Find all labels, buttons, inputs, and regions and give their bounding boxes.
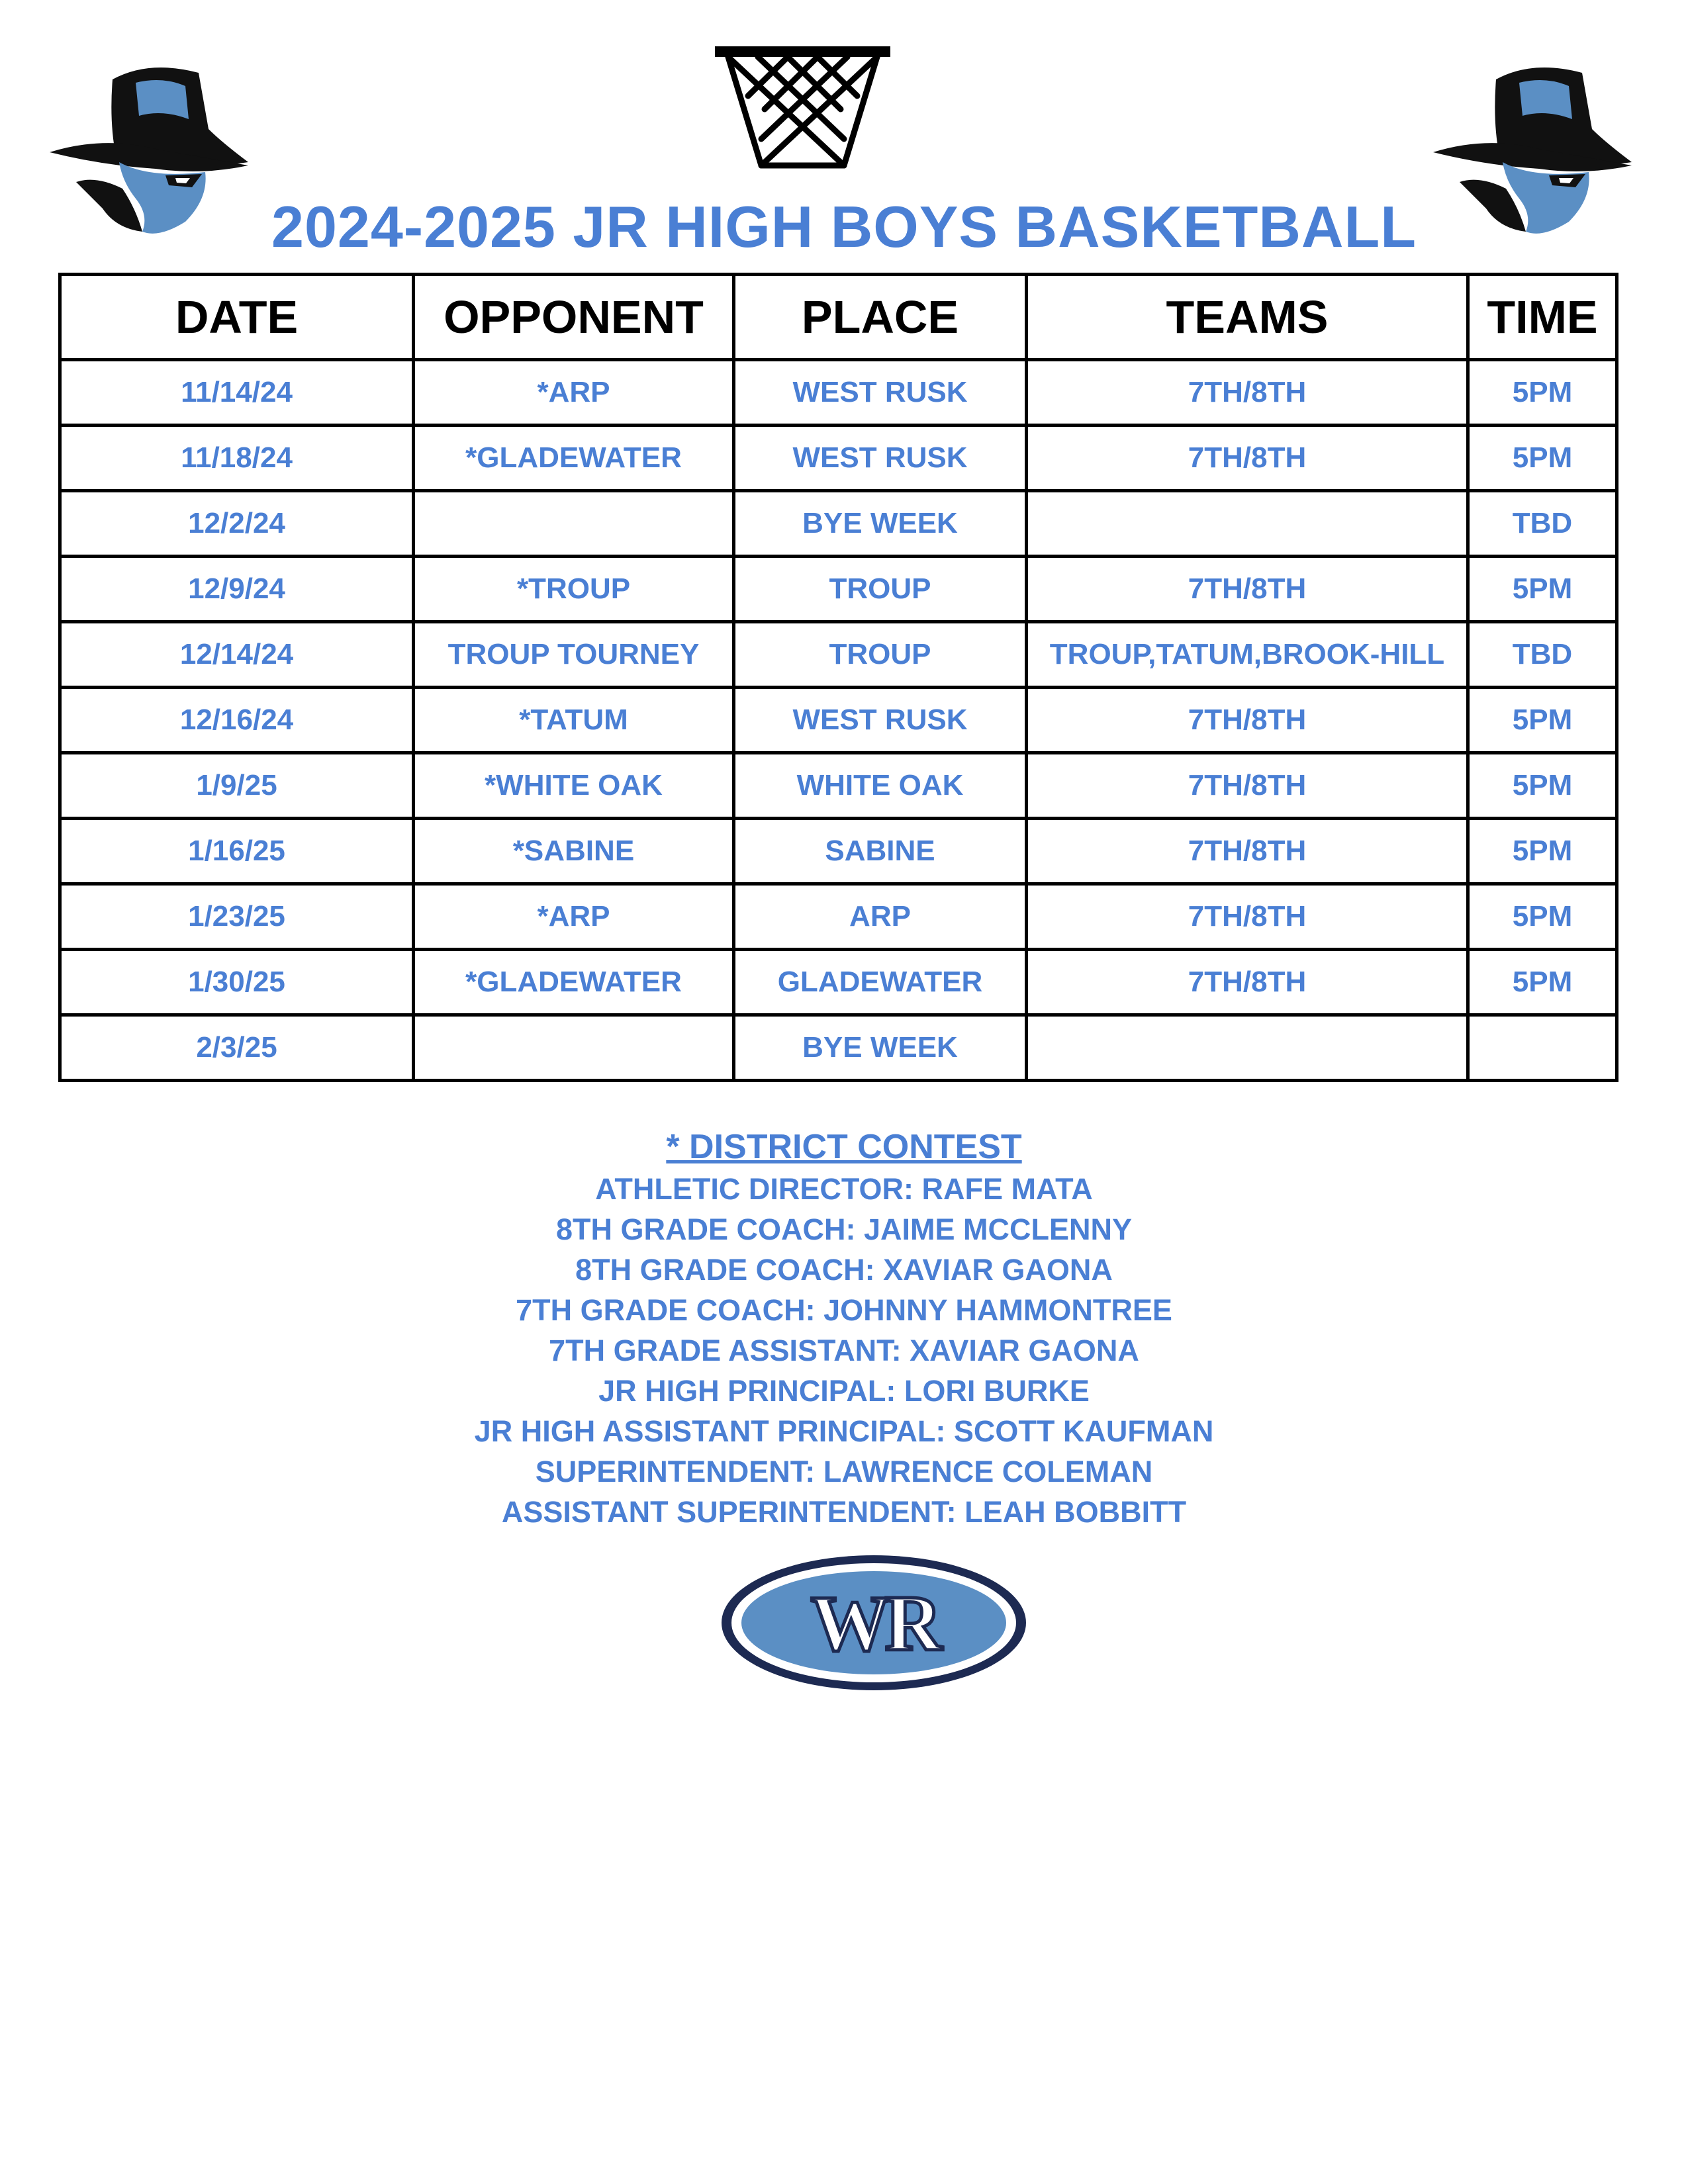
cell-opponent: *ARP <box>414 884 734 950</box>
table-row <box>60 884 1617 950</box>
cell-teams: 7TH/8TH <box>1027 557 1468 622</box>
staff-line: 7TH GRADE ASSISTANT: XAVIAR GAONA <box>549 1334 1139 1367</box>
cell-opponent: *ARP <box>414 360 734 426</box>
cell-date: 2/3/25 <box>60 1015 414 1081</box>
cell-teams: TROUP,TATUM,BROOK-HILL <box>1027 622 1468 688</box>
cell-time <box>1468 1015 1617 1081</box>
table-row <box>60 426 1617 491</box>
header-opponent: OPPONENT <box>414 275 734 360</box>
cell-teams: 7TH/8TH <box>1027 884 1468 950</box>
cell-time: 5PM <box>1468 426 1617 491</box>
cell-opponent: *WHITE OAK <box>414 753 734 819</box>
cell-place: TROUP <box>734 622 1027 688</box>
cell-place: TROUP <box>734 557 1027 622</box>
header-date: DATE <box>60 275 414 360</box>
table-row <box>60 753 1617 819</box>
cell-opponent: *GLADEWATER <box>414 950 734 1015</box>
cell-place: WHITE OAK <box>734 753 1027 819</box>
staff-line: JR HIGH ASSISTANT PRINCIPAL: SCOTT KAUFMAN <box>474 1414 1214 1448</box>
header-place: PLACE <box>734 275 1027 360</box>
basketball-hoop-icon <box>715 46 890 169</box>
cell-date: 12/16/24 <box>60 688 414 753</box>
cell-date: 12/2/24 <box>60 491 414 557</box>
logo-lettering: WR <box>810 1579 937 1667</box>
cell-teams: 7TH/8TH <box>1027 688 1468 753</box>
table-row <box>60 950 1617 1015</box>
cell-time: 5PM <box>1468 819 1617 884</box>
staff-line: SUPERINTENDENT: LAWRENCE COLEMAN <box>535 1455 1153 1488</box>
cell-opponent: *SABINE <box>414 819 734 884</box>
staff-line: 7TH GRADE COACH: JOHNNY HAMMONTREE <box>516 1293 1172 1327</box>
notes-section <box>0 1125 1688 1532</box>
table-row <box>60 819 1617 884</box>
cell-place: WEST RUSK <box>734 426 1027 491</box>
page-title: 2024-2025 JR HIGH BOYS BASKETBALL <box>271 194 1417 259</box>
cell-time: 5PM <box>1468 884 1617 950</box>
cell-opponent: *TATUM <box>414 688 734 753</box>
staff-line: ATHLETIC DIRECTOR: RAFE MATA <box>595 1172 1093 1206</box>
cell-opponent: *TROUP <box>414 557 734 622</box>
cell-time: 5PM <box>1468 557 1617 622</box>
cell-place: WEST RUSK <box>734 360 1027 426</box>
table-row <box>60 360 1617 426</box>
header-teams: TEAMS <box>1027 275 1468 360</box>
schedule-table <box>58 273 1618 1082</box>
cell-teams <box>1027 491 1468 557</box>
header-time: TIME <box>1468 275 1617 360</box>
wr-school-logo <box>718 1552 1029 1694</box>
cell-opponent <box>414 491 734 557</box>
cell-teams: 7TH/8TH <box>1027 819 1468 884</box>
cell-teams <box>1027 1015 1468 1081</box>
staff-line: 8TH GRADE COACH: XAVIAR GAONA <box>575 1253 1113 1287</box>
cell-date: 1/16/25 <box>60 819 414 884</box>
cell-time: TBD <box>1468 491 1617 557</box>
cell-date: 11/14/24 <box>60 360 414 426</box>
cell-teams: 7TH/8TH <box>1027 360 1468 426</box>
cell-time: 5PM <box>1468 688 1617 753</box>
table-row <box>60 557 1617 622</box>
staff-line: JR HIGH PRINCIPAL: LORI BURKE <box>598 1374 1090 1408</box>
staff-line: 8TH GRADE COACH: JAIME MCCLENNY <box>555 1212 1133 1246</box>
cell-date: 11/18/24 <box>60 426 414 491</box>
cell-time: 5PM <box>1468 360 1617 426</box>
cell-place: WEST RUSK <box>734 688 1027 753</box>
cell-opponent: TROUP TOURNEY <box>414 622 734 688</box>
cell-date: 1/23/25 <box>60 884 414 950</box>
cell-teams: 7TH/8TH <box>1027 426 1468 491</box>
table-row <box>60 688 1617 753</box>
district-contest-note: * DISTRICT CONTEST <box>666 1128 1022 1166</box>
cell-place: ARP <box>734 884 1027 950</box>
cell-date: 12/9/24 <box>60 557 414 622</box>
table-row <box>60 491 1617 557</box>
table-row <box>60 1015 1617 1081</box>
table-row <box>60 622 1617 688</box>
cell-opponent <box>414 1015 734 1081</box>
cell-date: 1/30/25 <box>60 950 414 1015</box>
cell-place: BYE WEEK <box>734 1015 1027 1081</box>
cell-time: 5PM <box>1468 753 1617 819</box>
cell-time: 5PM <box>1468 950 1617 1015</box>
cell-time: TBD <box>1468 622 1617 688</box>
cell-place: GLADEWATER <box>734 950 1027 1015</box>
cell-teams: 7TH/8TH <box>1027 753 1468 819</box>
staff-line: ASSISTANT SUPERINTENDENT: LEAH BOBBITT <box>501 1495 1187 1529</box>
cell-place: BYE WEEK <box>734 491 1027 557</box>
cell-opponent: *GLADEWATER <box>414 426 734 491</box>
cell-date: 12/14/24 <box>60 622 414 688</box>
cell-date: 1/9/25 <box>60 753 414 819</box>
table-header-row <box>60 275 1617 360</box>
cell-place: SABINE <box>734 819 1027 884</box>
cell-teams: 7TH/8TH <box>1027 950 1468 1015</box>
